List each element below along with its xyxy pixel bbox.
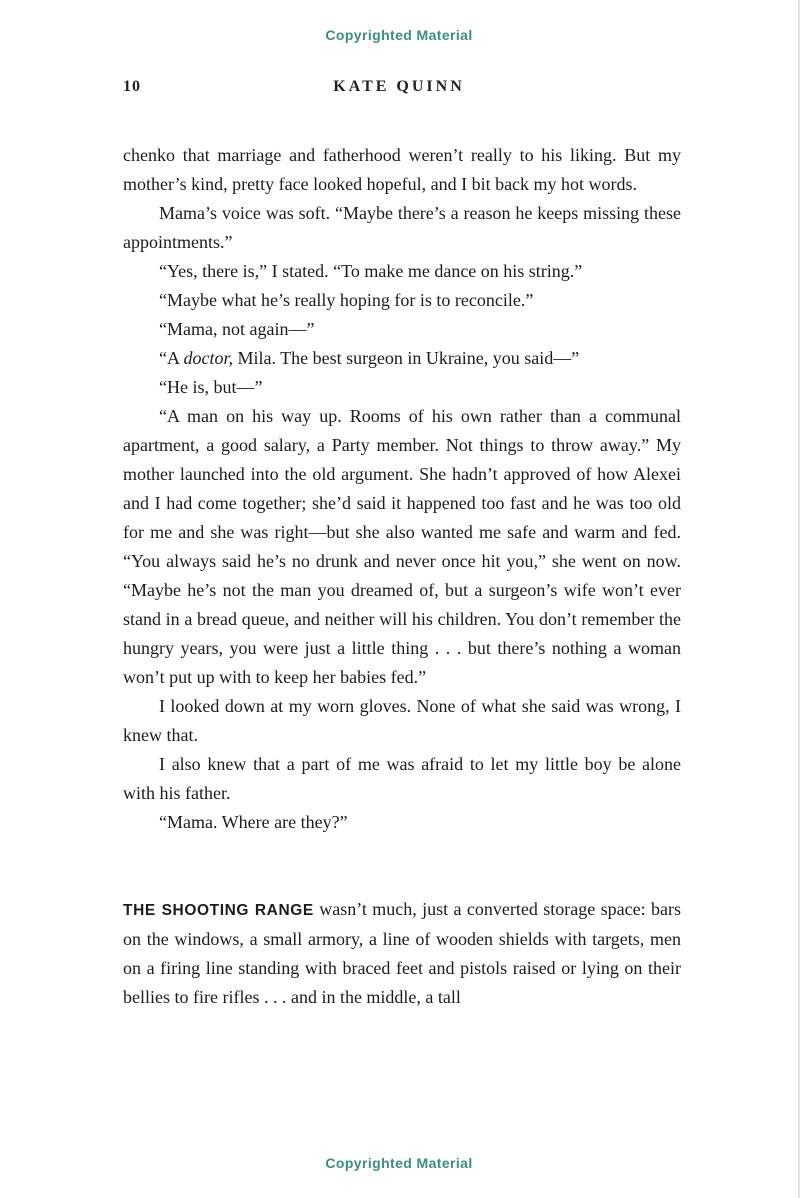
body-paragraph: chenko that marriage and fatherhood weren’t really to his liking. But my mother’s kind, pretty face looked hopeful, and I bit back my hot words. xyxy=(123,145,681,194)
paragraph-fragment: “A xyxy=(159,348,184,368)
body-paragraph: “Maybe what he’s really hoping for is to reconcile.” xyxy=(159,290,534,310)
body-paragraph: “He is, but—” xyxy=(159,377,263,397)
body-paragraph: I looked down at my worn gloves. None of what she said was wrong, I knew that. xyxy=(123,696,681,745)
paragraph-fragment: Mila. The best surgeon in Ukraine, you said—” xyxy=(233,348,580,368)
copyright-notice-top: Copyrighted Material xyxy=(325,27,473,43)
copyright-notice-bottom: Copyrighted Material xyxy=(325,1155,473,1171)
running-header-author: KATE QUINN xyxy=(333,78,465,95)
body-paragraph: Mama’s voice was soft. “Maybe there’s a reason he keeps missing these appointments.” xyxy=(123,203,681,252)
body-text-block xyxy=(123,141,681,1012)
body-paragraph: “Mama. Where are they?” xyxy=(159,812,348,832)
body-paragraph: I also knew that a part of me was afraid to let my little boy be alone with his father. xyxy=(123,754,681,803)
page-number: 10 xyxy=(123,78,141,95)
body-paragraph: “Yes, there is,” I stated. “To make me dance on his string.” xyxy=(159,261,583,281)
body-paragraph xyxy=(123,344,681,373)
body-paragraph: “A man on his way up. Rooms of his own rather than a communal apartment, a good salary, a Party member. Not things to throw away.” My mother launched into the old argument. She hadn’t approved of how Alexei and I had come together; she’d said it happened too fast and he was too old for me and she was right—but she also wanted me safe and warm and fed. “You always said he’s no drunk and never once hit you,” she went on now. “Maybe he’s not the man you dreamed of, but a surgeon’s wife won’t ever stand in a bread queue, and neither will his children. You don’t remember the hungry years, you were just a little thing . . . but there’s nothing a woman won’t put up with to keep her babies fed.” xyxy=(123,406,681,687)
section-lead-caps: THE SHOOTING RANGE xyxy=(123,902,314,919)
italic-word: doctor, xyxy=(183,348,233,368)
paragraph-fragment: wasn’t much, just a converted storage space: bars on the windows, a small armory, a line of wooden shields with targets, men on a firing line standing with braced feet and pistols raised or lying on their bellies to fire rifles . . . and in the middle, a tall xyxy=(123,899,681,1007)
body-paragraph: “Mama, not again—” xyxy=(159,319,315,339)
section-start-paragraph xyxy=(123,895,681,1012)
